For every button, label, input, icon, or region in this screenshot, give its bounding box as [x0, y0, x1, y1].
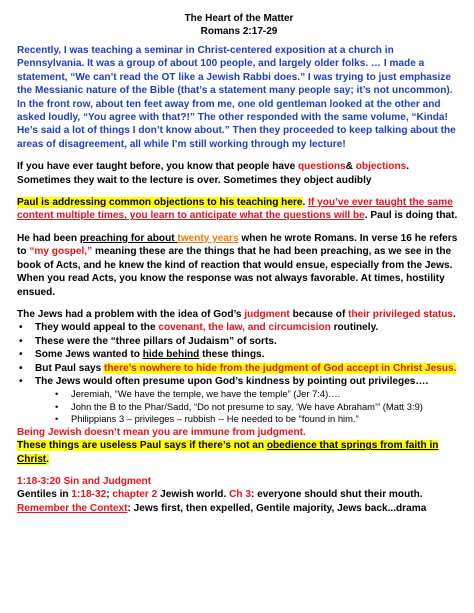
list-item: • Jeremiah, “We have the temple, we have the temple” (Jer 7:4)…. [35, 388, 461, 401]
document-subtitle: Romans 2:17-29 [200, 26, 278, 37]
objections-text: objections [355, 161, 407, 173]
judgment-text: judgment [244, 308, 290, 320]
examples-sub-list [35, 388, 461, 426]
twenty-years-text: twenty years [177, 232, 239, 244]
remember-context-text: Remember the Context [17, 502, 128, 514]
paul-addressing-paragraph: Paul is addressing common objections to his teaching here. If you’ve ever taught the same content multiple times, you learn to anticipate what the questions will be. Paul is doing that. [17, 197, 458, 222]
document-title: The Heart of the Matter [184, 13, 294, 24]
chapters-overview: Gentiles in 1:18-32; chapter 2 Jewish world. Ch 3: everyone should shut their mouth. [17, 489, 423, 501]
my-gospel-text: “my gospel,” [29, 246, 93, 258]
list-item: • The Jews would often presume upon God’s kindness by pointing out privileges…. • Jeremiah, “We have the temple, we have the temple” (Jer 7:4)…. • John the B to the Phar/Sadd, “Do not presume to say, ‘We have Abraham’” (Matt 3:9) • Philippians 3 – privileges – rubbish -- He needed to be “found in him.” [17, 375, 461, 426]
intro-story-paragraph: Recently, I was teaching a seminar in Christ-centered exposition at a church in Pennsylvania. It was a group of about 100 people, and largely older folks. … I made a statement, “We can’t read the OT like a Jewish Rabbi does.” I was trying to just emphasize the Messianic nature of the Bible (that’s a statement many people say; it’s not uncommon). In the front row, about ten feet away from me, one old gentleman looked at the other and asked loudly, “You agree with that?!” The other responded with the same volume, “Kinda! He’s said a lot of things I don’t know about.” Then they proceeded to keep talking about the areas of disagreement, all while I’m still working through my lecture! [17, 45, 456, 150]
context-reminder: Remember the Context: Jews first, then expelled, Gentile majority, Jews back...drama [17, 502, 427, 514]
list-item: • But Paul says there’s nowhere to hide from the judgment of God accept in Christ Jesus. [17, 362, 461, 375]
list-item: • These were the “three pillars of Judaism” of sorts. [17, 335, 461, 348]
anticipate-questions-text: If you’ve ever taught the same content multiple times, you learn to anticipate what the questions will be [17, 197, 453, 222]
highlighted-statement: Paul is addressing common objections to his teaching here [17, 197, 303, 209]
questions-text: questions [298, 161, 346, 173]
list-item: • John the B to the Phar/Sadd, “Do not presume to say, ‘We have Abraham’” (Matt 3:9) [35, 401, 461, 414]
document-page [17, 12, 461, 515]
obedience-statement: These things are useless Paul says if there’s not an obedience that springs from faith in Christ. [17, 440, 439, 465]
section-heading-sin-judgment: 1:18-3:20 Sin and Judgment [17, 476, 152, 488]
privileges-bullet-list [17, 321, 461, 426]
jews-problem-paragraph: The Jews had a problem with the idea of God’s judgment because of their privileged status. [17, 308, 456, 320]
list-item: • Some Jews wanted to hide behind these things. [17, 348, 461, 361]
nowhere-to-hide-text: there’s nowhere to hide from the judgment of God accept in Christ Jesus. [104, 362, 457, 374]
list-item: • They would appeal to the covenant, the law, and circumcision routinely. [17, 321, 461, 334]
list-item: • Philippians 3 – privileges – rubbish -- He needed to be “found in him.” [35, 413, 461, 426]
preaching-paragraph: He had been preaching for about twenty years when he wrote Romans. In verse 16 he refers to “my gospel,” meaning these are the things that he had been preaching, as we see in the book of Acts, and he knew the kind of reaction that would ensue, especially from the Jews. When you read Acts, you know the response was not always favorable. At times, hostility ensued. [17, 232, 458, 298]
being-jewish-statement: Being Jewish doesn’t mean you are immune from judgment. [17, 426, 306, 438]
privileged-status-text: their privileged status [348, 308, 453, 320]
objections-paragraph: If you have ever taught before, you know that people have questions& objections. Sometimes they wait to the lecture is over. Sometimes they object audibly [17, 161, 410, 186]
